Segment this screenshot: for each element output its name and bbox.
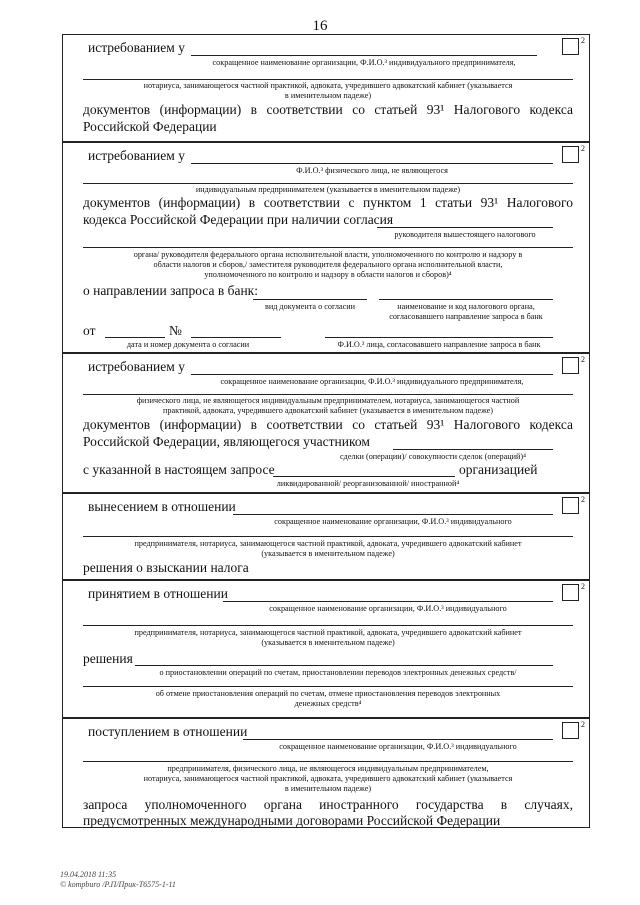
checkbox-footnote: 2	[581, 144, 585, 153]
name-field-line-2[interactable]	[83, 79, 573, 80]
field-hint: индивидуальным предпринимателем (указывается в именительном падеже)	[195, 185, 461, 194]
field-hint: вид документа о согласии	[264, 302, 356, 311]
name-field-line-2[interactable]	[83, 536, 573, 537]
field-hint: сокращенное наименование организации, Ф.И.О.³ индивидуального предпринимателя,	[212, 58, 516, 67]
option-checkbox[interactable]	[562, 497, 579, 514]
name-field-line[interactable]	[233, 514, 553, 515]
field-hint: в именительном падеже)	[284, 784, 372, 793]
field-hint: физического лица, не являющегося индивидуальным предпринимателем, нотариуса, занимающегося частной	[136, 396, 520, 405]
name-field-line[interactable]	[191, 374, 553, 375]
field-hint: дата и номер документа о согласии	[126, 340, 250, 349]
field-hint: сокращенное наименование организации, Ф.И.О.³ индивидуального	[279, 742, 517, 751]
decision-field-line-2[interactable]	[83, 686, 573, 687]
field-hint: нотариуса, занимающегося частной практикой, адвоката, учредившего адвокатский кабинет (указывается	[143, 774, 513, 783]
block-claim-transaction	[62, 353, 590, 493]
checkbox-footnote: 2	[581, 355, 585, 364]
option-checkbox[interactable]	[562, 146, 579, 163]
field-hint: уполномоченного по контролю и надзору в области налогов и сборов)⁴	[204, 270, 452, 279]
checkbox-footnote: 2	[581, 36, 585, 45]
footer-document-id: © kompburo /Р.П/Прик-Т6575-1-11	[60, 880, 176, 889]
field-hint: (указывается в именительном падеже)	[261, 549, 395, 558]
field-hint: предпринимателя, нотариуса, занимающегося частной практикой, адвоката, учредившего адвокатский кабинет	[134, 628, 522, 637]
page-number: 16	[312, 18, 328, 34]
block-text: кодекса Российской Федерации при наличии согласия	[83, 212, 394, 227]
name-field-line-2[interactable]	[83, 183, 573, 184]
name-field-line-2[interactable]	[83, 394, 573, 395]
number-field-line[interactable]	[191, 337, 281, 338]
block-text: решения	[83, 651, 133, 666]
field-hint: предпринимателя, нотариуса, занимающегося частной практикой, адвоката, учредившего адвокатский кабинет	[134, 539, 522, 548]
block-lead: вынесением в отношении	[88, 499, 236, 514]
block-lead: истребованием у	[88, 40, 185, 55]
block-lead: принятием в отношении	[88, 586, 228, 601]
block-text: организацией	[459, 462, 538, 477]
name-field-line[interactable]	[191, 55, 537, 56]
block-text: запроса уполномоченного органа иностранного государства в случаях,	[83, 797, 573, 812]
document-type-line[interactable]	[253, 299, 367, 300]
field-hint: в именительном падеже)	[284, 91, 372, 100]
block-text: документов (информации) в соответствии с пунктом 1 статьи 93¹ Налогового	[83, 195, 573, 210]
block-lead: истребованием у	[88, 359, 185, 374]
field-hint: органа/ руководителя федерального органа исполнительной власти, уполномоченного по контролю и надзору в	[133, 250, 523, 259]
consent-field-line-2[interactable]	[83, 247, 573, 248]
checkbox-footnote: 2	[581, 582, 585, 591]
block-claim-organization	[62, 34, 590, 142]
option-checkbox[interactable]	[562, 357, 579, 374]
field-hint: сокращенное наименование организации, Ф.И.О.³ индивидуального	[274, 517, 512, 526]
option-checkbox[interactable]	[562, 722, 579, 739]
block-suspension-decision	[62, 580, 590, 718]
name-field-line[interactable]	[191, 163, 553, 164]
field-hint: ликвидированной/ реорганизованной/ иностранной⁴	[276, 479, 460, 488]
block-lead: поступлением в отношении	[88, 724, 248, 739]
decision-field-line[interactable]	[135, 665, 553, 666]
consent-field-line[interactable]	[377, 227, 553, 228]
field-hint: согласовавшего направление запроса в банк	[389, 312, 543, 321]
field-hint: Ф.И.О.³ лица, согласовавшего направление запроса в банк	[337, 340, 541, 349]
field-hint: сделки (операции)/ совокупности сделок (операций)⁴	[340, 452, 526, 461]
organization-type-line[interactable]	[273, 476, 455, 477]
name-field-line[interactable]	[243, 739, 553, 740]
field-hint: практикой, адвоката, учредившего адвокатский кабинет (указывается в именительном падеже)	[162, 406, 494, 415]
name-field-line[interactable]	[223, 601, 553, 602]
checkbox-footnote: 2	[581, 495, 585, 504]
from-label: от	[83, 323, 96, 338]
field-hint: сокращенное наименование организации, Ф.И.О.³ индивидуального предпринимателя,	[220, 377, 524, 386]
name-field-line-2[interactable]	[83, 625, 573, 626]
block-text: решения о взыскании налога	[83, 560, 249, 575]
field-hint: сокращенное наименование организации, Ф.И.О.³ индивидуального	[269, 604, 507, 613]
transaction-field-line[interactable]	[393, 449, 553, 450]
field-hint: об отмене приостановления операций по счетам, отмене приостановления переводов электронных	[155, 689, 501, 698]
block-text: документов (информации) в соответствии со статьей 93¹ Налогового кодекса	[83, 417, 573, 432]
block-text: о направлении запроса в банк:	[83, 283, 258, 298]
field-hint: о приостановлении операций по счетам, приостановлении переводов электронных денежных средств/	[159, 668, 517, 677]
field-hint: области налогов и сборов,/ заместителя руководителя федерального органа исполнительной власти,	[153, 260, 503, 269]
option-checkbox[interactable]	[562, 584, 579, 601]
field-hint: денежных средств⁴	[294, 699, 362, 708]
option-checkbox[interactable]	[562, 38, 579, 55]
approver-field-line[interactable]	[325, 337, 553, 338]
footer-timestamp: 19.04.2018 11:35	[60, 870, 117, 879]
block-collection-decision	[62, 493, 590, 580]
field-hint: нотариуса, занимающегося частной практикой, адвоката, учредившего адвокатский кабинет (указывается	[143, 81, 513, 90]
name-field-line-2[interactable]	[83, 761, 573, 762]
block-text: предусмотренных международными договорами Российской Федерации	[83, 813, 501, 828]
tax-authority-line[interactable]	[379, 299, 553, 300]
block-foreign-request	[62, 718, 590, 828]
field-hint: (указывается в именительном падеже)	[261, 638, 395, 647]
field-hint: Ф.И.О.³ физического лица, не являющегося	[296, 166, 448, 175]
field-hint: наименование и код налогового органа,	[397, 302, 535, 311]
block-text: с указанной в настоящем запросе	[83, 462, 275, 477]
field-hint: предпринимателя, физического лица, не являющегося индивидуальным предпринимателем,	[167, 764, 489, 773]
checkbox-footnote: 2	[581, 720, 585, 729]
field-hint: руководителя вышестоящего налогового	[394, 230, 536, 239]
block-claim-individual	[62, 142, 590, 353]
block-lead: истребованием у	[88, 148, 185, 163]
date-field-line[interactable]	[105, 337, 165, 338]
block-text: Российской Федерации, являющегося участником	[83, 434, 370, 449]
block-text: документов (информации) в соответствии со статьей 93¹ Налогового кодекса	[83, 102, 573, 117]
number-label: №	[169, 323, 182, 338]
block-text: Российской Федерации	[83, 119, 217, 134]
